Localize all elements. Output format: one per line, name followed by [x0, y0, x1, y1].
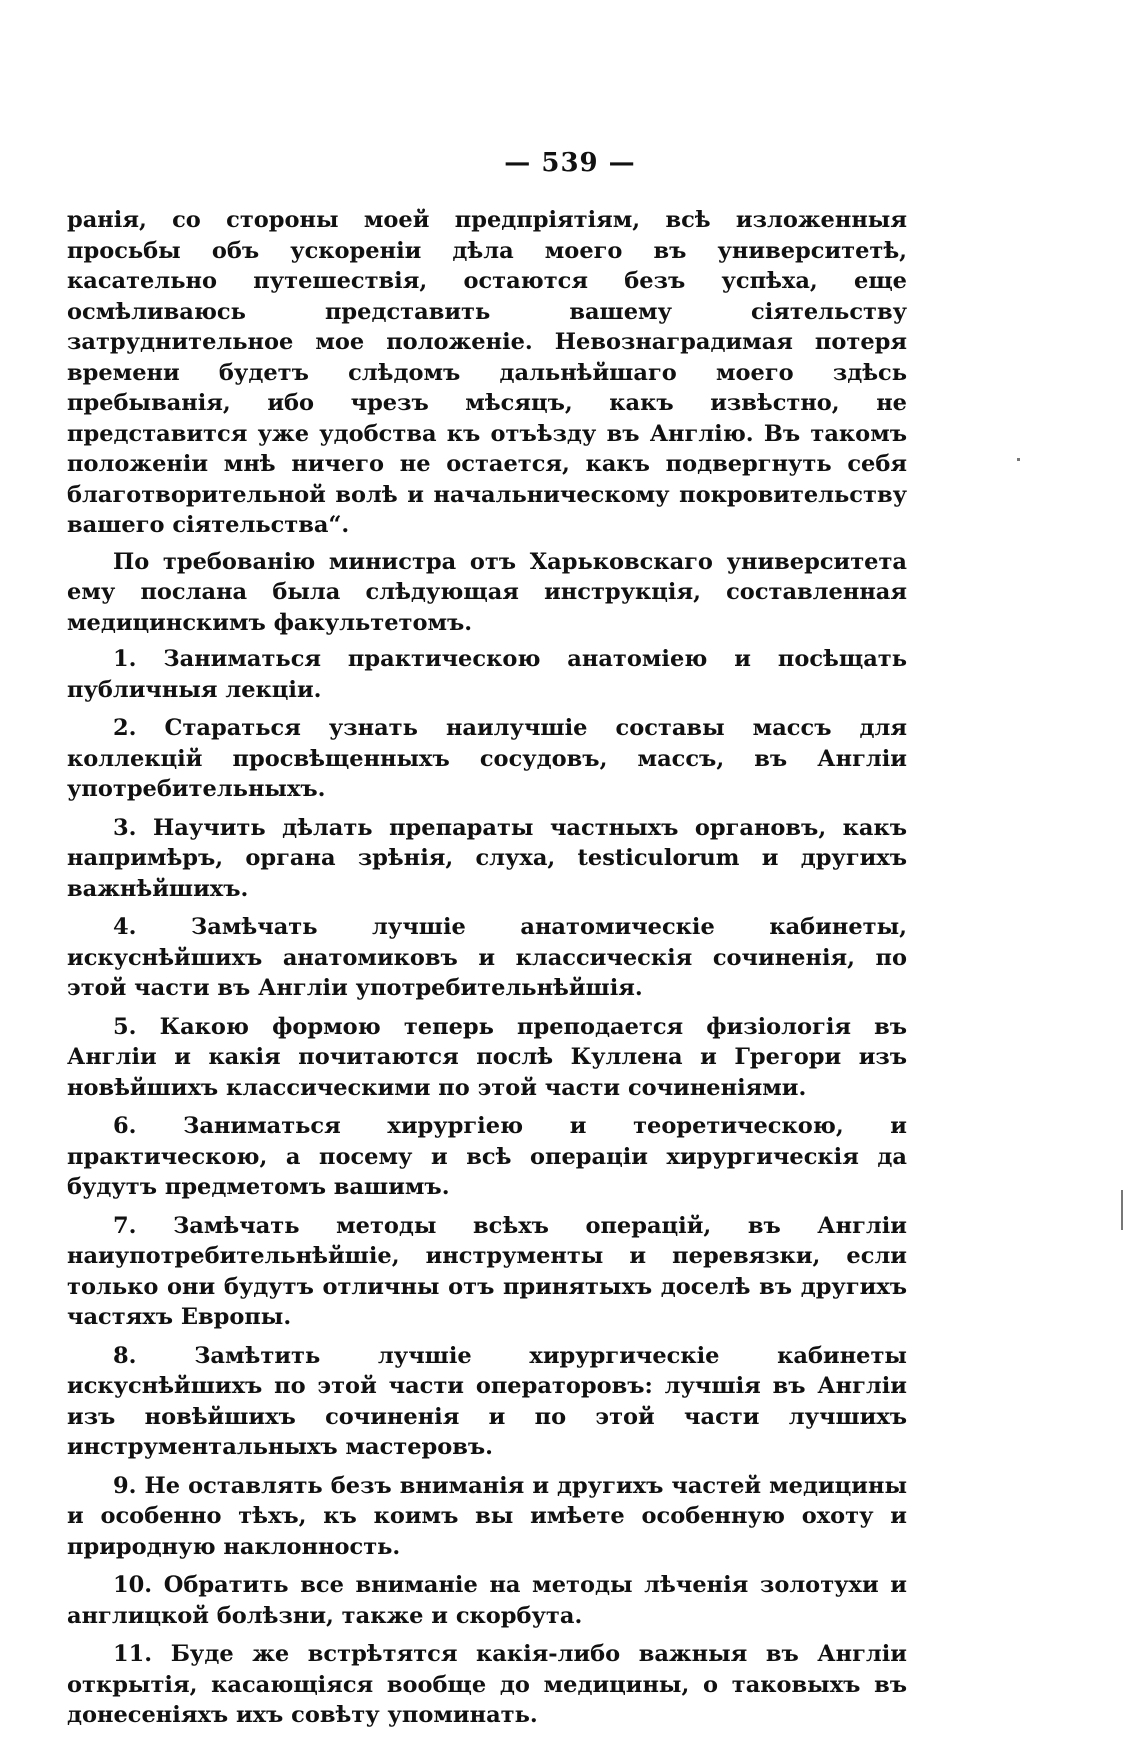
page-number: — 539 —: [504, 148, 636, 178]
body-text: [67, 205, 907, 1739]
scan-dot-mark: [1017, 458, 1020, 461]
instruction-item-2: 2. Стараться узнать наилучшіе составы массъ для коллекцій просвѣщенныхъ сосудовъ, массъ, въ Англіи употребительныхъ.: [67, 715, 907, 802]
instruction-item-7: 7. Замѣчать методы всѣхъ операцій, въ Англіи наиупотребительнѣйшіе, инструменты и перевязки, если только они будутъ отличны отъ принятыхъ доселѣ въ другихъ частяхъ Европы.: [67, 1212, 907, 1330]
instruction-item-8: 8. Замѣтить лучшіе хирургическіе кабинеты искуснѣйшихъ по этой части операторовъ: лучшія въ Англіи изъ новѣйшихъ сочиненія и по этой части лучшихъ инструментальныхъ мастеровъ.: [67, 1342, 907, 1460]
instruction-item-9: 9. Не оставлять безъ вниманія и другихъ частей медицины и особенно тѣхъ, къ коимъ вы имѣете особенную охоту и природную наклонность.: [67, 1472, 907, 1560]
instruction-item-4: 4. Замѣчать лучшіе анатомическіе кабинеты, искуснѣйшихъ анатомиковъ и классическія сочиненія, по этой части въ Англіи употребительнѣйшія.: [67, 914, 907, 1001]
instruction-item-11: 11. Буде же встрѣтятся какія-либо важныя въ Англіи открытія, касающіяся вообще до медицины, о таковыхъ въ донесеніяхъ ихъ совѣту упоминать.: [67, 1641, 907, 1728]
instruction-item-3: 3. Научить дѣлать препараты частныхъ органовъ, какъ напримѣръ, органа зрѣнія, слуха, testiculorum и другихъ важнѣйшихъ.: [67, 814, 907, 902]
instruction-item-1: 1. Заниматься практическою анатоміею и посѣщать публичныя лекціи.: [67, 646, 907, 703]
instruction-item-10: 10. Обратить все вниманіе на методы лѣченія золотухи и англицкой болѣзни, также и скорбута.: [67, 1572, 907, 1629]
instruction-item-5: 5. Какою формою теперь преподается физіологія въ Англіи и какія почитаются послѣ Куллена и Грегори изъ новѣйшихъ классическими по этой части сочиненіями.: [67, 1013, 907, 1101]
scan-edge-mark: [1121, 1190, 1123, 1230]
paragraph-instruction-intro: По требованію министра отъ Харьковскаго университета ему послана была слѣдующая инструкція, составленная медицинскимъ факультетомъ.: [67, 548, 907, 636]
paragraph-letter-ending: ранія, со стороны моей предпріятіям, всѣ изложенныя просьбы объ ускореніи дѣла моего въ университетѣ, касательно путешествія, остаются безъ успѣха, еще осмѣливаюсь представить вашему сіятельству затруднительное мое положеніе. Невознаградимая потеря времени будетъ слѣдомъ дальнѣйшаго моего здѣсь пребыванія, ибо чрезъ мѣсяцъ, какъ извѣстно, не представится уже удобства къ отъѣзду въ Англію. Въ такомъ положеніи мнѣ ничего не остается, какъ подвергнуть себя благотворительной волѣ и начальническому покровительству вашего сіятельства“.: [67, 207, 907, 538]
instruction-item-6: 6. Заниматься хирургіею и теоретическою, и практическою, а посему и всѣ операціи хирургическія да будутъ предметомъ вашимъ.: [67, 1113, 907, 1200]
